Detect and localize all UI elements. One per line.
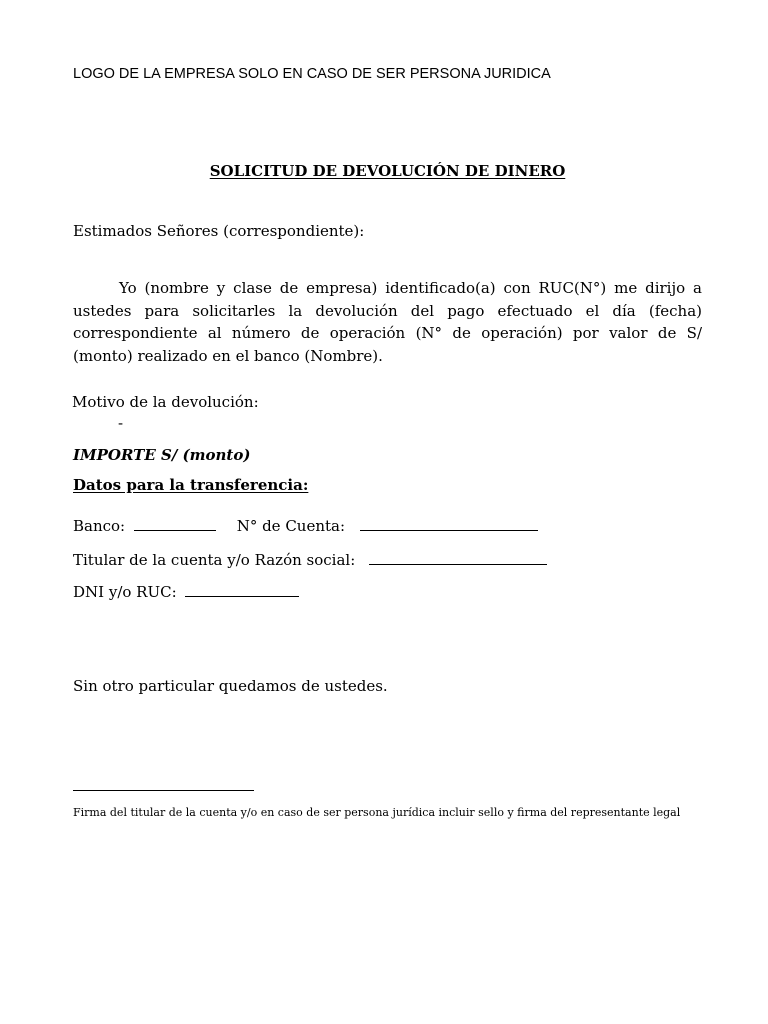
signature-line — [73, 790, 254, 791]
refund-reason-bullet: - — [118, 414, 124, 432]
account-holder-row — [73, 550, 547, 569]
refund-reason-label: Motivo de la devolución: — [72, 393, 259, 411]
bank-label: Banco: — [73, 517, 126, 535]
account-number-label: N° de Cuenta: — [236, 517, 346, 535]
paragraph-line: Yo (nombre y clase de empresa) identificado(a) con RUC(N°) me dirijo a — [119, 279, 702, 297]
account-holder-label: Titular de la cuenta y/o Razón social: — [73, 551, 356, 569]
dni-ruc-label: DNI y/o RUC: — [73, 583, 177, 601]
paragraph-line: (monto) realizado en el banco (Nombre). — [73, 346, 383, 365]
transfer-data-heading: Datos para la transferencia: — [73, 476, 309, 494]
closing-remark: Sin otro particular quedamos de ustedes. — [73, 677, 388, 695]
account-holder-blank-field — [369, 550, 547, 565]
signature-caption: Firma del titular de la cuenta y/o en caso de ser persona jurídica incluir sello y firma del representante legal — [73, 806, 681, 819]
request-paragraph — [73, 277, 702, 367]
greeting: Estimados Señores (correspondiente): — [73, 222, 365, 240]
bank-blank-field — [134, 516, 216, 531]
amount-line: IMPORTE S/ (monto) — [73, 446, 251, 464]
dni-ruc-blank-field — [185, 582, 299, 597]
document-title: SOLICITUD DE DEVOLUCIÓN DE DINERO — [209, 162, 566, 180]
paragraph-line: correspondiente al número de operación (N° de operación) por valor de S/ — [73, 324, 702, 343]
dni-ruc-row — [73, 582, 299, 601]
account-number-blank-field — [360, 516, 538, 531]
bank-account-row — [73, 516, 538, 535]
logo-placeholder-note: LOGO DE LA EMPRESA SOLO EN CASO DE SER PERSONA JURIDICA — [73, 66, 551, 82]
paragraph-line: ustedes para solicitarles la devolución del pago efectuado el día (fecha) — [73, 301, 702, 320]
